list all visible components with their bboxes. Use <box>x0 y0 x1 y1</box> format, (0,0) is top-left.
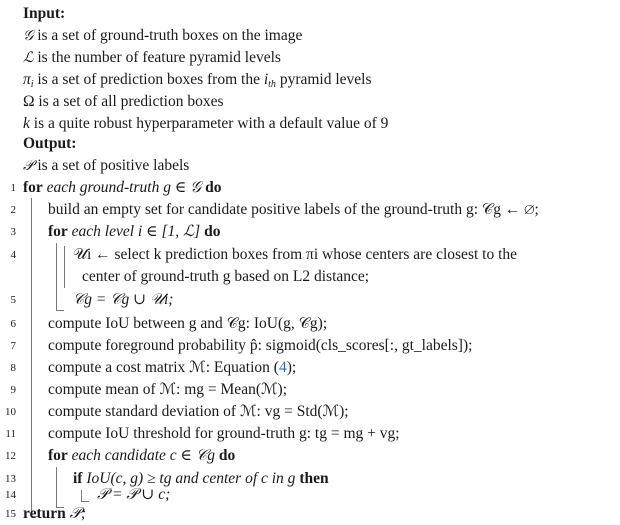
candidate-loop-bar <box>56 467 57 507</box>
equation-reference-link[interactable]: 4 <box>278 359 287 376</box>
level-loop-bar <box>56 243 57 310</box>
if-block-bar <box>81 490 82 501</box>
select-statement-bar <box>64 246 65 288</box>
algorithm-block: Input: 𝒢 is a set of ground-truth boxes on the image ℒ is the number of feature pyramid levels $\pi_i$ is a set of prediction boxes from the $i_{th}$ pyramid levels Ω is a set of all prediction boxes k is a quite robust hyperparameter with a default value of 9 Output: 𝒫 is a set of positive labels 1 for each ground-truth g ∈ 𝒢 do 2 build an empty set for candidate positive labels of the ground-truth g: 𝒞g ← ∅; 3 for each level i ∈ [1, ℒ] do 4 𝒰i ← select k prediction boxes from πi whose centers are closest to the center of ground-truth g based on L2 distance; 5 𝒞g = 𝒞g ∪ 𝒰i; 6 compute IoU between g and 𝒞g: IoU(g, 𝒞g); 7 compute foreground probability p̂: sigmoid(cls_scores[:, gt_labels]); 8 compute a cost matrix ℳ: Equation (4); 9 compute mean of ℳ: mg = Mean(ℳ); 10 compute standard deviation of ℳ: vg = Std(ℳ); 11 compute IoU threshold for ground-truth g: tg = mg + vg; 12 for each candidate c ∈ 𝒞g do 13 if IoU(c, g) ≥ tg and center of c in g then 14 𝒫 = 𝒫 ∪ c; 15 return 𝒫; <box>5 5 539 522</box>
if-block-bar-end <box>81 501 89 502</box>
outer-loop-bar <box>31 198 32 516</box>
level-loop-bar-end <box>56 310 64 311</box>
